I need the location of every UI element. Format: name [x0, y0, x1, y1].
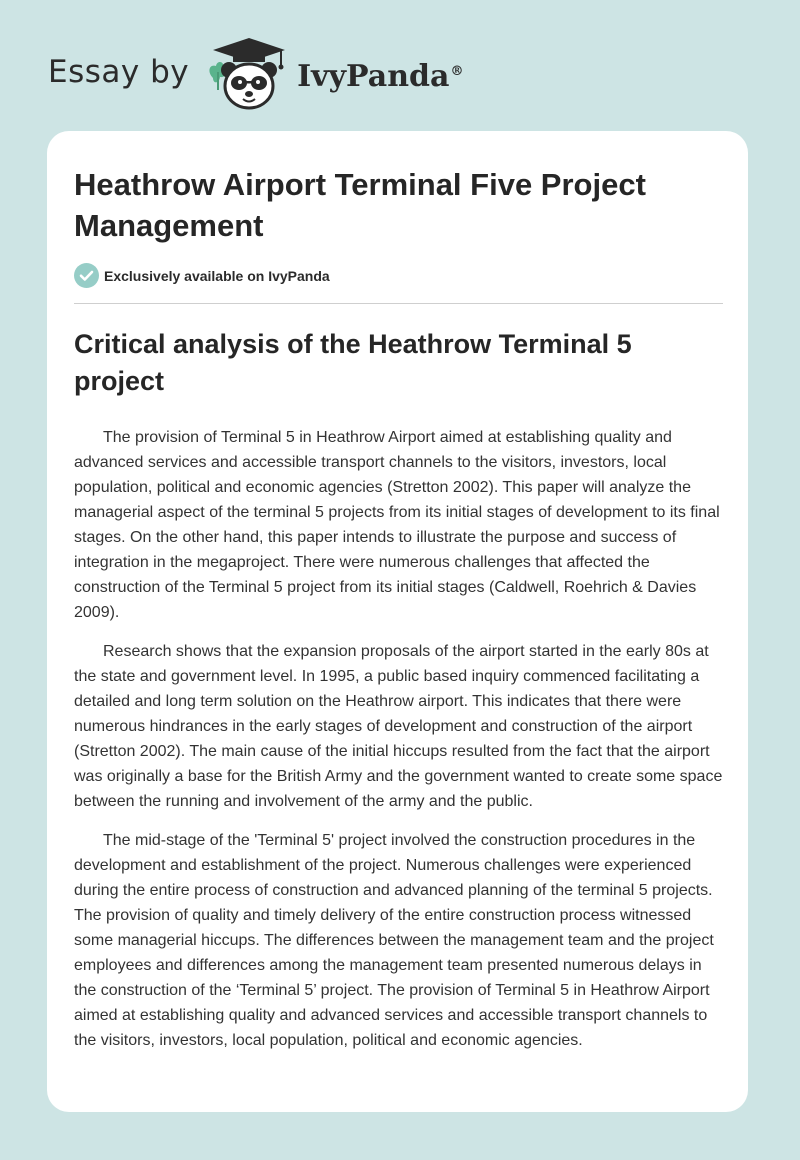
check-circle-icon: [74, 263, 99, 288]
divider: [74, 303, 723, 304]
paragraph: The provision of Terminal 5 in Heathrow Airport aimed at establishing quality and advanced services and accessible transport channels to the visitors, investors, local population, political and economic agencies (Stretton 2002). This paper will analyze the managerial aspect of the terminal 5 projects from its initial stages of development to its final stages. On the other hand, this paper intends to illustrate the purpose and success of integration in the megaproject. There were numerous challenges that affected the construction of the Terminal 5 project from its initial stages (Caldwell, Roehrich & Davies 2009).: [74, 429, 720, 621]
page-title: Heathrow Airport Terminal Five Project Management: [74, 167, 646, 243]
section-heading: Critical analysis of the Heathrow Terminal 5 project: [74, 329, 632, 396]
article-body: [74, 425, 725, 1067]
exclusive-badge: [74, 263, 330, 288]
badge-text: Exclusively available on IvyPanda: [104, 267, 330, 284]
brand-name: IvyPanda®: [297, 58, 464, 94]
brand-header[interactable]: [48, 34, 463, 114]
paragraph: The mid-stage of the 'Terminal 5' project involved the construction procedures in the development and establishment of the project. Numerous challenges were experienced during the entire process of construction and advanced planning of the terminal 5 projects. The provision of quality and timely delivery of the entire construction process witnessed some managerial hiccups. The differences between the management team and the project employees and differences among the management team presented numerous delays in the construction of the ‘Terminal 5’ project. The provision of Terminal 5 in Heathrow Airport aimed at establishing quality and advanced services and accessible transport channels to the visitors, investors, local population, political and economic agencies.: [74, 832, 714, 1049]
panda-graduate-icon: [203, 34, 295, 114]
registered-mark: ®: [450, 63, 464, 79]
brand-prefix: Essay by: [48, 54, 190, 90]
paragraph: Research shows that the expansion proposals of the airport started in the early 80s at the state and government level. In 1995, a public based inquiry commenced facilitating a detailed and long term solution on the Heathrow airport. This indicates that there were numerous hindrances in the early stages of development and construction of the airport (Stretton 2002). The main cause of the initial hiccups resulted from the fact that the airport was originally a base for the British Army and the government wanted to create some space between the running and involvement of the army and the public.: [74, 643, 723, 810]
essay-card: [47, 131, 748, 1112]
